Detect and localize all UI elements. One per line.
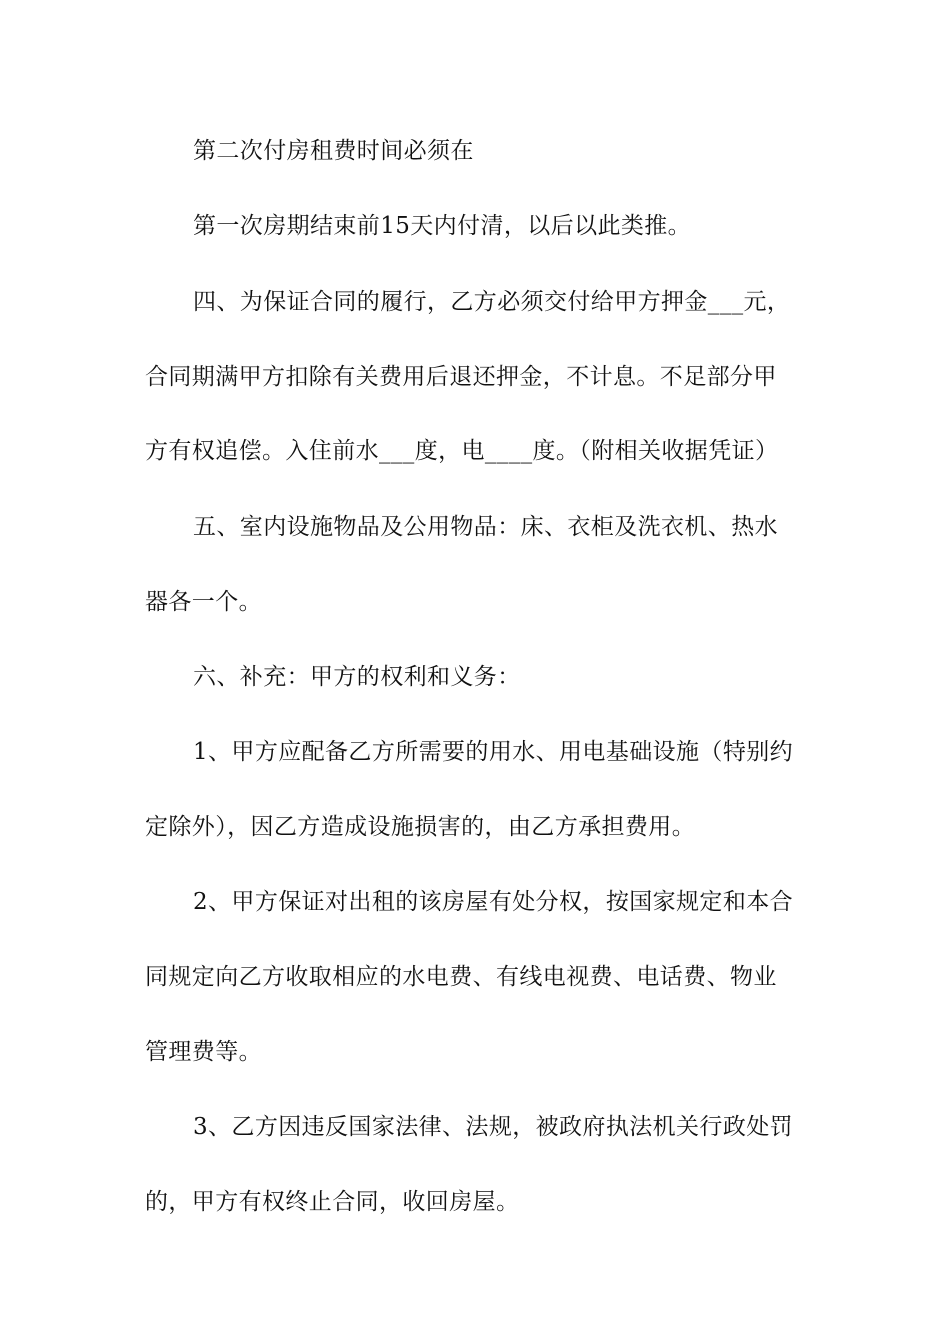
paragraph-line: 第一次房期结束前15天内付清，以后以此类推。 — [193, 213, 692, 239]
paragraph-line: 管理费等。 — [145, 1039, 262, 1065]
paragraph-line: 六、补充：甲方的权利和义务： — [193, 664, 521, 690]
paragraph-line: 3、乙方因违反国家法律、法规，被政府执法机关行政处罚 — [193, 1114, 794, 1140]
paragraph-line: 的，甲方有权终止合同，收回房屋。 — [145, 1189, 520, 1215]
paragraph-line: 2、甲方保证对出租的该房屋有处分权，按国家规定和本合 — [193, 889, 794, 915]
paragraph-line: 四、为保证合同的履行，乙方必须交付给甲方押金___元， — [193, 289, 791, 315]
paragraph-line: 第二次付房租费时间必须在 — [193, 138, 474, 164]
paragraph-line: 定除外），因乙方造成设施损害的，由乙方承担费用。 — [145, 814, 696, 840]
paragraph-line: 方有权追偿。入住前水___度，电____度。（附相关收据凭证） — [145, 438, 779, 464]
paragraph-line: 五、室内设施物品及公用物品：床、衣柜及洗衣机、热水 — [193, 514, 778, 540]
paragraph-line: 合同期满甲方扣除有关费用后退还押金，不计息。不足部分甲 — [145, 364, 777, 390]
paragraph-line: 器各一个。 — [145, 589, 262, 615]
paragraph-line: 1、甲方应配备乙方所需要的用水、用电基础设施（特别约 — [193, 739, 794, 765]
paragraph-line: 同规定向乙方收取相应的水电费、有线电视费、电话费、物业 — [145, 964, 777, 990]
